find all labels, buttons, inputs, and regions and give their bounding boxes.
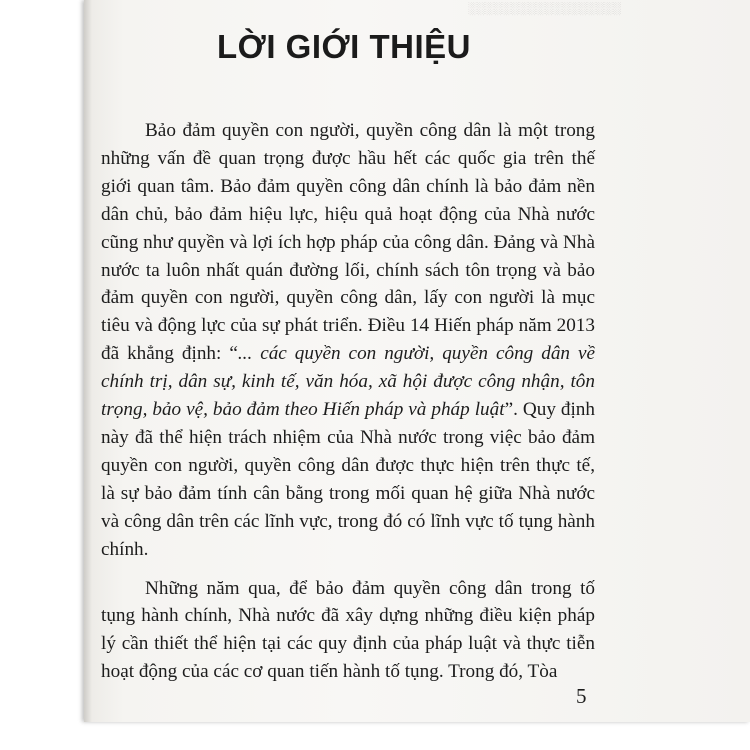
paragraph-1-text-end: ”. Quy định này đã thể hiện trách nhiệm của Nhà nước trong việc bảo đảm quyền con người, quyền công dân được thực hiện trên thực tế, là sự bảo đảm tính cân bằng trong mối quan hệ giữa Nhà nước và công dân trên các lĩnh vực, trong đó có lĩnh vực tố tụng hành chính. (101, 399, 595, 560)
constitution-quote: ... các quyền con người, quyền công dân về chính trị, dân sự, kinh tế, văn hóa, xã hội được công nhận, tôn trọng, bảo vệ, bảo đảm theo Hiến pháp và pháp luật (101, 343, 595, 421)
paragraph-2: Những năm qua, để bảo đảm quyền công dân trong tố tụng hành chính, Nhà nước đã xây dựng những điều kiện pháp lý cần thiết thể hiện tại các quy định của pháp luật và thực tiễn hoạt động của các cơ quan tiến hành tố tụng. Trong đó, Tòa (101, 577, 595, 683)
show-through-text-top: ░░░░░░░░░░░░░░░░░░ (468, 1, 622, 15)
paragraph-1 (101, 117, 595, 564)
paragraph-1-text: Bảo đảm quyền con người, quyền công dân là một trong những vấn đề quan trọng được hầu hết các quốc gia trên thế giới quan tâm. Bảo đảm quyền công dân chính là bảo đảm nền dân chủ, bảo đảm hiệu lực, hiệu quả hoạt động của Nhà nước cũng như quyền và lợi ích hợp pháp của công dân. Đảng và Nhà nước ta luôn nhất quán đường lối, chính sách tôn trọng và bảo đảm quyền con người, quyền công dân, lấy con người là mục tiêu và động lực của sự phát triển. Điều 14 Hiến pháp năm 2013 đã khẳng định: “ (101, 120, 595, 365)
body-text (101, 117, 595, 686)
page-edge-shadow (84, 0, 92, 722)
page-title: LỜI GIỚI THIỆU (217, 28, 471, 65)
page-number: 5 (576, 684, 587, 708)
